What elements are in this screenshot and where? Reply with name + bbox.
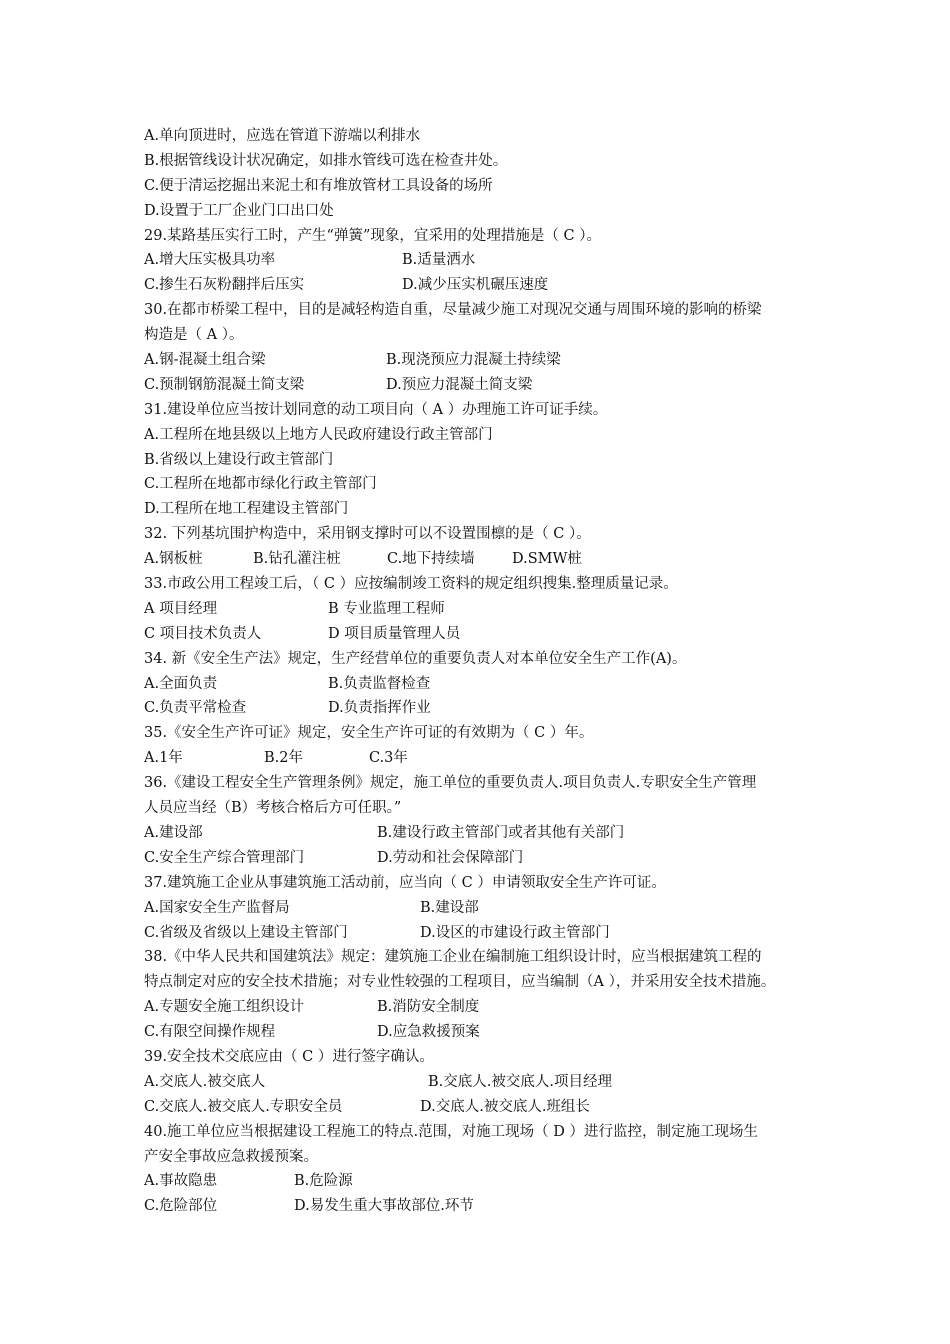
line-text: 31.建设单位应当按计划同意的动工项目向（ A ）办理施工许可证手续。 xyxy=(144,401,608,418)
text-line xyxy=(144,423,884,448)
option-text: C.交底人.被交底人.专职安全员 xyxy=(144,1098,343,1115)
text-line xyxy=(144,174,884,199)
document-text xyxy=(144,124,884,1219)
line-text: 32. 下列基坑围护构造中，采用钢支撑时可以不设置围檩的是（ C ）。 xyxy=(144,526,591,543)
option-text: B 专业监理工程师 xyxy=(328,600,445,617)
line-text: A.工程所在地县级以上地方人民政府建设行政主管部门 xyxy=(144,426,493,443)
text-line xyxy=(144,448,884,473)
line-text: 36.《建设工程安全生产管理条例》规定，施工单位的重要负责人.项目负责人.专职安全生产管理 xyxy=(144,775,757,792)
text-line xyxy=(144,522,884,547)
text-line xyxy=(144,721,884,746)
line-text: C.便于清运挖掘出来泥土和有堆放管材工具设备的场所 xyxy=(144,177,493,194)
text-line xyxy=(144,547,884,572)
text-line xyxy=(144,298,884,323)
text-line xyxy=(144,821,884,846)
option-text: C.省级及省级以上建设主管部门 xyxy=(144,924,348,941)
line-text: 39.安全技术交底应由（ C ）进行签字确认。 xyxy=(144,1048,434,1065)
option-text: B.危险源 xyxy=(294,1173,353,1190)
option-text: D.劳动和社会保障部门 xyxy=(377,849,524,866)
option-text: D.应急救援预案 xyxy=(377,1024,480,1041)
line-text: 38.《中华人民共和国建筑法》规定：建筑施工企业在编制施工组织设计时，应当根据建筑工程的 xyxy=(144,949,762,966)
option-text: D.SMW桩 xyxy=(512,551,582,568)
text-line xyxy=(144,149,884,174)
text-line xyxy=(144,1194,884,1219)
line-text: 35.《安全生产许可证》规定，安全生产许可证的有效期为（ C ）年。 xyxy=(144,725,594,742)
option-text: D.减少压实机碾压速度 xyxy=(402,277,549,294)
option-text: C.地下持续墙 xyxy=(387,551,475,568)
option-text: B.负责监督检查 xyxy=(328,675,431,692)
line-text: 人员应当经（B）考核合格后方可任职。” xyxy=(144,800,402,817)
text-line xyxy=(144,248,884,273)
line-text: 29.某路基压实行工时，产生“弹簧”现象，宜采用的处理措施是（ C ）。 xyxy=(144,227,601,244)
text-line xyxy=(144,124,884,149)
text-line xyxy=(144,1169,884,1194)
option-text: A.事故隐患 xyxy=(144,1173,218,1190)
option-text: B.建设行政主管部门或者其他有关部门 xyxy=(377,824,625,841)
text-line xyxy=(144,199,884,224)
line-text: B.根据管线设计状况确定，如排水管线可选在检查井处。 xyxy=(144,152,508,169)
text-line xyxy=(144,398,884,423)
option-text: A 项目经理 xyxy=(144,600,218,617)
line-text: A.单向顶进时，应选在管道下游端以利排水 xyxy=(144,128,421,144)
line-text: D.设置于工厂企业门口出口处 xyxy=(144,202,334,219)
line-text: 40.施工单位应当根据建设工程施工的特点.范围，对施工现场（ D ）进行监控，制定施工现场生 xyxy=(144,1123,759,1140)
text-line xyxy=(144,1095,884,1120)
option-text: B.适量洒水 xyxy=(402,252,476,269)
option-text: D.负责指挥作业 xyxy=(328,700,431,717)
option-text: B.现浇预应力混凝土持续梁 xyxy=(386,352,561,369)
text-line xyxy=(144,672,884,697)
text-line xyxy=(144,871,884,896)
text-line xyxy=(144,373,884,398)
text-line xyxy=(144,572,884,597)
option-text: A.国家安全生产监督局 xyxy=(144,899,290,916)
option-text: D 项目质量管理人员 xyxy=(328,625,461,642)
text-line xyxy=(144,647,884,672)
option-text: A.建设部 xyxy=(144,824,203,841)
option-text: A.全面负责 xyxy=(144,675,218,692)
option-text: C.负责平常检查 xyxy=(144,700,247,717)
option-text: B.消防安全制度 xyxy=(377,999,480,1016)
option-text: C.预制钢筋混凝土简支梁 xyxy=(144,376,305,393)
option-text: C.3年 xyxy=(369,750,408,767)
text-line xyxy=(144,921,884,946)
option-text: D.易发生重大事故部位.环节 xyxy=(294,1198,474,1215)
text-line xyxy=(144,1045,884,1070)
text-line xyxy=(144,746,884,771)
line-text: 37.建筑施工企业从事建筑施工活动前，应当向（ C ）申请领取安全生产许可证。 xyxy=(144,874,666,891)
option-text: C.有限空间操作规程 xyxy=(144,1024,276,1041)
line-text: C.工程所在地都市绿化行政主管部门 xyxy=(144,476,377,493)
option-text: A.专题安全施工组织设计 xyxy=(144,999,305,1016)
option-text: A.钢-混凝土组合梁 xyxy=(144,352,266,369)
option-text: D.设区的市建设行政主管部门 xyxy=(420,924,610,941)
line-text: 特点制定对应的安全技术措施；对专业性较强的工程项目，应当编制（A ），并采用安全技术措施。 xyxy=(144,974,776,991)
text-line xyxy=(144,224,884,249)
option-text: B.2年 xyxy=(264,750,303,767)
text-line xyxy=(144,273,884,298)
option-text: C.安全生产综合管理部门 xyxy=(144,849,305,866)
text-line xyxy=(144,472,884,497)
text-line xyxy=(144,1120,884,1145)
text-line xyxy=(144,945,884,970)
option-text: A.增大压实极具功率 xyxy=(144,252,276,269)
text-line xyxy=(144,1070,884,1095)
text-line xyxy=(144,970,884,995)
text-line xyxy=(144,497,884,522)
text-line xyxy=(144,796,884,821)
text-line xyxy=(144,846,884,871)
option-text: B.钻孔灌注桩 xyxy=(253,551,341,568)
option-text: D.交底人.被交底人.班组长 xyxy=(420,1098,590,1115)
option-text: A.交底人.被交底人 xyxy=(144,1073,266,1090)
text-line xyxy=(144,323,884,348)
line-text: 34. 新《安全生产法》规定，生产经营单位的重要负责人对本单位安全生产工作(A)。 xyxy=(144,650,687,667)
option-text: C.掺生石灰粉翻拌后压实 xyxy=(144,277,305,294)
text-line xyxy=(144,348,884,373)
option-text: D.预应力混凝土简支梁 xyxy=(386,376,533,393)
text-line xyxy=(144,1020,884,1045)
text-line xyxy=(144,597,884,622)
text-line xyxy=(144,696,884,721)
text-line xyxy=(144,1145,884,1170)
line-text: 构造是（ A ）。 xyxy=(144,327,244,344)
line-text: 产安全事故应急救援预案。 xyxy=(144,1148,318,1165)
text-line xyxy=(144,896,884,921)
option-text: A.钢板桩 xyxy=(144,551,203,568)
option-text: A.1年 xyxy=(144,750,183,767)
text-line xyxy=(144,771,884,796)
option-text: C.危险部位 xyxy=(144,1198,218,1215)
text-line xyxy=(144,995,884,1020)
option-text: B.建设部 xyxy=(420,899,479,916)
option-text: B.交底人.被交底人.项目经理 xyxy=(428,1073,612,1090)
line-text: B.省级以上建设行政主管部门 xyxy=(144,451,334,468)
line-text: 33.市政公用工程竣工后，（ C ）应按编制竣工资料的规定组织搜集.整理质量记录。 xyxy=(144,576,678,593)
text-line xyxy=(144,622,884,647)
line-text: D.工程所在地工程建设主管部门 xyxy=(144,501,349,518)
option-text: C 项目技术负责人 xyxy=(144,625,262,642)
line-text: 30.在都市桥梁工程中，目的是减轻构造自重，尽量减少施工对现况交通与周围环境的影响的桥梁 xyxy=(144,302,762,319)
